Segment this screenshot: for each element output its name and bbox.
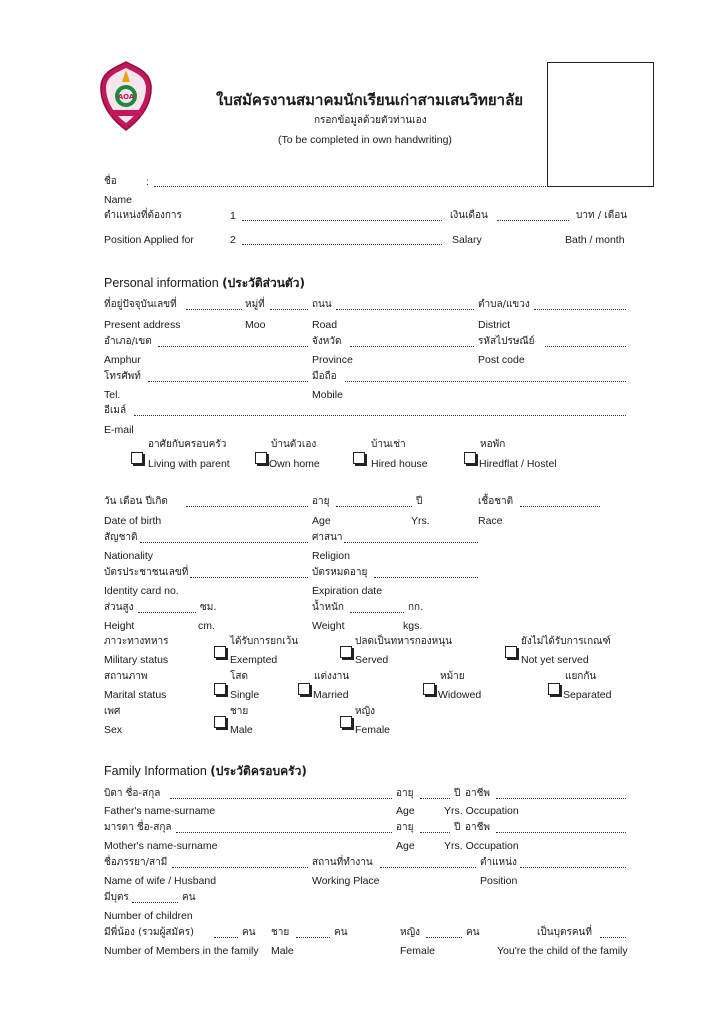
- address-field[interactable]: [186, 300, 242, 310]
- hired-house-en: Hired house: [371, 458, 428, 470]
- district-label-en: District: [478, 319, 511, 331]
- salary-field[interactable]: [497, 211, 569, 221]
- association-logo: [96, 60, 156, 132]
- siblings-field[interactable]: [214, 928, 238, 938]
- male-siblings-field[interactable]: [296, 928, 330, 938]
- moo-label-th: หมู่ที่: [245, 299, 265, 310]
- father-label-en: Father's name-surname: [104, 805, 216, 817]
- exempted-en: Exempted: [230, 654, 278, 666]
- religion-field[interactable]: [344, 533, 478, 543]
- personal-heading-en: Personal information: [104, 276, 219, 290]
- living-parent-checkbox[interactable]: [131, 452, 143, 464]
- photo-box[interactable]: [547, 62, 654, 187]
- subtitle-thai: กรอกข้อมูลด้วยตัวท่านเอง: [314, 115, 427, 126]
- height-label-th: ส่วนสูง: [104, 602, 134, 613]
- siblings-label-th: มีพี่น้อง (รวมผู้สมัคร): [104, 927, 195, 938]
- weight-field[interactable]: [350, 603, 404, 613]
- sex-label-th: เพศ: [104, 706, 121, 717]
- religion-label-en: Religion: [312, 550, 350, 562]
- spouse-position-en: Position: [480, 875, 518, 887]
- father-yr-th: ปี: [454, 788, 461, 799]
- mother-label-th: มารดา ชื่อ-สกุล: [104, 822, 172, 833]
- tel-label-th: โทรศัพท์: [104, 371, 141, 382]
- spouse-label-th: ชื่อภรรยา/สามี: [104, 857, 168, 868]
- mother-field[interactable]: [176, 823, 392, 833]
- weight-unit-th: กก.: [408, 602, 424, 613]
- province-label-en: Province: [312, 354, 353, 366]
- siblings-label-en: Number of Members in the family: [104, 945, 259, 957]
- female-siblings-field[interactable]: [426, 928, 462, 938]
- married-checkbox[interactable]: [298, 683, 310, 695]
- idcard-label-en: Identity card no.: [104, 585, 179, 597]
- living-parent-th: อาศัยกับครอบครัว: [148, 439, 227, 450]
- dob-field[interactable]: [186, 497, 308, 507]
- hostel-th: หอพัก: [480, 439, 506, 450]
- married-th: แต่งงาน: [314, 671, 350, 682]
- email-label-th: อีเมล์: [104, 405, 127, 416]
- mother-age-th: อายุ: [396, 822, 414, 833]
- father-field[interactable]: [170, 789, 392, 799]
- female-siblings-unit-th: คน: [466, 927, 480, 938]
- yr-label-th: ปี: [416, 496, 423, 507]
- spouse-position-th: ตำแหน่ง: [480, 857, 517, 868]
- sex-label-en: Sex: [104, 724, 123, 736]
- male-th: ชาย: [230, 706, 249, 717]
- workplace-label-en: Working Place: [312, 875, 380, 887]
- family-section-heading: [104, 765, 307, 778]
- form-title: ใบสมัครงานสมาคมนักเรียนเก่าสามเสนวิทยาลัย: [216, 91, 524, 109]
- height-unit-th: ซม.: [200, 602, 217, 613]
- mother-yr-th: ปี: [454, 822, 461, 833]
- expiry-label-th: บัตรหมดอายุ: [312, 567, 368, 578]
- family-heading-en: Family Information: [104, 764, 207, 778]
- hired-house-th: บ้านเช่า: [371, 439, 406, 450]
- male-en: Male: [230, 724, 253, 736]
- tel-field[interactable]: [148, 372, 308, 382]
- height-unit-en: cm.: [198, 620, 215, 632]
- baht-label-en: Bath / month: [565, 234, 625, 246]
- height-label-en: Height: [104, 620, 135, 632]
- child-number-th: เป็นบุตรคนที่: [537, 927, 592, 938]
- position-2-field[interactable]: [242, 235, 442, 245]
- workplace-label-th: สถานที่ทำงาน: [312, 857, 373, 868]
- family-heading-th: (ประวัติครอบครัว): [210, 764, 307, 778]
- province-label-th: จังหวัด: [312, 336, 342, 347]
- children-label-en: Number of children: [104, 910, 193, 922]
- email-field[interactable]: [134, 406, 626, 416]
- address-label-en: Present address: [104, 319, 181, 331]
- expiry-label-en: Expiration date: [312, 585, 383, 597]
- spouse-label-en: Name of wife / Husband: [104, 875, 217, 887]
- district-field[interactable]: [534, 300, 626, 310]
- moo-label-en: Moo: [245, 319, 266, 331]
- road-field[interactable]: [336, 300, 474, 310]
- road-label-th: ถนน: [312, 299, 332, 310]
- served-en: Served: [355, 654, 389, 666]
- personal-section-heading: [104, 277, 305, 290]
- siblings-unit-th: คน: [242, 927, 256, 938]
- weight-label-en: Weight: [312, 620, 345, 632]
- father-age-field[interactable]: [420, 789, 450, 799]
- mobile-label-en: Mobile: [312, 389, 343, 401]
- personal-heading-th: (ประวัติส่วนตัว): [222, 276, 305, 290]
- height-field[interactable]: [138, 603, 196, 613]
- amphur-label-th: อำเภอ/เขต: [104, 336, 152, 347]
- male-siblings-unit-th: คน: [334, 927, 348, 938]
- exempted-checkbox[interactable]: [214, 646, 226, 658]
- age-label-th: อายุ: [312, 496, 330, 507]
- amphur-field[interactable]: [158, 337, 308, 347]
- dob-label-en: Date of birth: [104, 515, 162, 527]
- district-label-th: ตำบล/แขวง: [478, 299, 530, 310]
- separated-checkbox[interactable]: [548, 683, 560, 695]
- male-siblings-en: Male: [271, 945, 294, 957]
- children-unit-th: คน: [182, 892, 196, 903]
- separated-en: Separated: [563, 689, 612, 701]
- weight-label-th: น้ำหนัก: [312, 602, 344, 613]
- mother-age-field[interactable]: [420, 823, 450, 833]
- baht-label-th: บาท / เดือน: [576, 210, 628, 221]
- father-label-th: บิดา ชื่อ-สกุล: [104, 788, 161, 799]
- male-siblings-th: ชาย: [271, 927, 290, 938]
- exempted-th: ได้รับการยกเว้น: [230, 636, 299, 647]
- military-label-en: Military status: [104, 654, 169, 666]
- single-th: โสด: [230, 671, 248, 682]
- mobile-field[interactable]: [345, 372, 626, 382]
- hired-house-checkbox[interactable]: [353, 452, 365, 464]
- child-number-en: You're the child of the family: [497, 945, 628, 957]
- workplace-field[interactable]: [380, 858, 476, 868]
- name-colon: :: [146, 176, 149, 188]
- weight-unit-en: kgs.: [403, 620, 423, 632]
- widowed-en: Widowed: [438, 689, 482, 701]
- race-label-th: เชื้อชาติ: [478, 496, 514, 507]
- idcard-label-th: บัตรประชาชนเลขที่: [104, 567, 189, 578]
- nationality-label-en: Nationality: [104, 550, 154, 562]
- single-en: Single: [230, 689, 260, 701]
- female-th: หญิง: [355, 706, 375, 717]
- children-field[interactable]: [132, 893, 178, 903]
- not-served-checkbox[interactable]: [505, 646, 517, 658]
- mother-age-en: Age: [396, 840, 415, 852]
- separated-th: แยกกัน: [565, 671, 597, 682]
- position-1-field[interactable]: [242, 211, 442, 221]
- widowed-checkbox[interactable]: [423, 683, 435, 695]
- religion-label-th: ศาสนา: [312, 532, 343, 543]
- marital-label-en: Marital status: [104, 689, 167, 701]
- position-choice-2: 2: [230, 234, 236, 246]
- postcode-label-en: Post code: [478, 354, 525, 366]
- hostel-checkbox[interactable]: [464, 452, 476, 464]
- mother-occupation-en: Yrs. Occupation: [444, 840, 519, 852]
- served-th: ปลดเป็นทหารกองหนุน: [355, 636, 452, 647]
- marital-label-th: สถานภาพ: [104, 671, 148, 682]
- own-home-checkbox[interactable]: [255, 452, 267, 464]
- position-label-en: Position Applied for: [104, 234, 194, 246]
- widowed-th: หม้าย: [440, 671, 465, 682]
- hostel-en: Hiredflat / Hostel: [479, 458, 557, 470]
- spouse-field[interactable]: [172, 858, 308, 868]
- children-label-th: มีบุตร: [104, 892, 129, 903]
- single-checkbox[interactable]: [214, 683, 226, 695]
- position-choice-1: 1: [230, 210, 236, 222]
- dob-label-th: วัน เดือน ปีเกิด: [104, 496, 168, 507]
- age-label-en: Age: [312, 515, 331, 527]
- nationality-field[interactable]: [140, 533, 308, 543]
- name-label-th: ชื่อ: [104, 176, 117, 187]
- subtitle-english: (To be completed in own handwriting): [278, 134, 452, 146]
- spouse-position-field[interactable]: [520, 858, 626, 868]
- father-occupation-field[interactable]: [496, 789, 626, 799]
- child-number-field[interactable]: [600, 928, 626, 938]
- postcode-label-th: รหัสไปรษณีย์: [478, 336, 535, 347]
- race-field[interactable]: [520, 497, 600, 507]
- female-checkbox[interactable]: [340, 716, 352, 728]
- salary-label-en: Salary: [452, 234, 482, 246]
- female-siblings-en: Female: [400, 945, 436, 957]
- male-checkbox[interactable]: [214, 716, 226, 728]
- position-label-th: ตำแหน่งที่ต้องการ: [104, 210, 182, 221]
- own-home-en: Own home: [269, 458, 320, 470]
- yr-label-en: Yrs.: [411, 515, 430, 527]
- father-age-en: Age: [396, 805, 415, 817]
- road-label-en: Road: [312, 319, 338, 331]
- not-served-th: ยังไม่ได้รับการเกณฑ์: [521, 636, 611, 647]
- province-field[interactable]: [350, 337, 474, 347]
- father-age-th: อายุ: [396, 788, 414, 799]
- father-occupation-th: อาชีพ: [465, 788, 490, 799]
- female-siblings-th: หญิง: [400, 927, 420, 938]
- served-checkbox[interactable]: [340, 646, 352, 658]
- married-en: Married: [313, 689, 349, 701]
- name-label-en: Name: [104, 194, 133, 206]
- logo-text: AOA: [117, 93, 135, 101]
- race-label-en: Race: [478, 515, 503, 527]
- mobile-label-th: มือถือ: [312, 371, 337, 382]
- age-field[interactable]: [336, 497, 412, 507]
- mother-occupation-field[interactable]: [496, 823, 626, 833]
- salary-label-th: เงินเดือน: [450, 210, 488, 221]
- tel-label-en: Tel.: [104, 389, 121, 401]
- military-label-th: ภาวะทางทหาร: [104, 636, 169, 647]
- father-occupation-en: Yrs. Occupation: [444, 805, 519, 817]
- mother-label-en: Mother's name-surname: [104, 840, 218, 852]
- female-en: Female: [355, 724, 391, 736]
- not-served-en: Not yet served: [521, 654, 589, 666]
- name-field[interactable]: [154, 177, 626, 187]
- living-parent-en: Living with parent: [148, 458, 230, 470]
- mother-occupation-th: อาชีพ: [465, 822, 490, 833]
- nationality-label-th: สัญชาติ: [104, 532, 138, 543]
- postcode-field[interactable]: [545, 337, 626, 347]
- moo-field[interactable]: [270, 300, 308, 310]
- expiry-field[interactable]: [374, 568, 478, 578]
- address-label-th: ที่อยู่ปัจจุบันเลขที่: [104, 299, 177, 310]
- own-home-th: บ้านตัวเอง: [271, 439, 317, 450]
- idcard-field[interactable]: [190, 568, 308, 578]
- email-label-en: E-mail: [104, 424, 134, 436]
- amphur-label-en: Amphur: [104, 354, 141, 366]
